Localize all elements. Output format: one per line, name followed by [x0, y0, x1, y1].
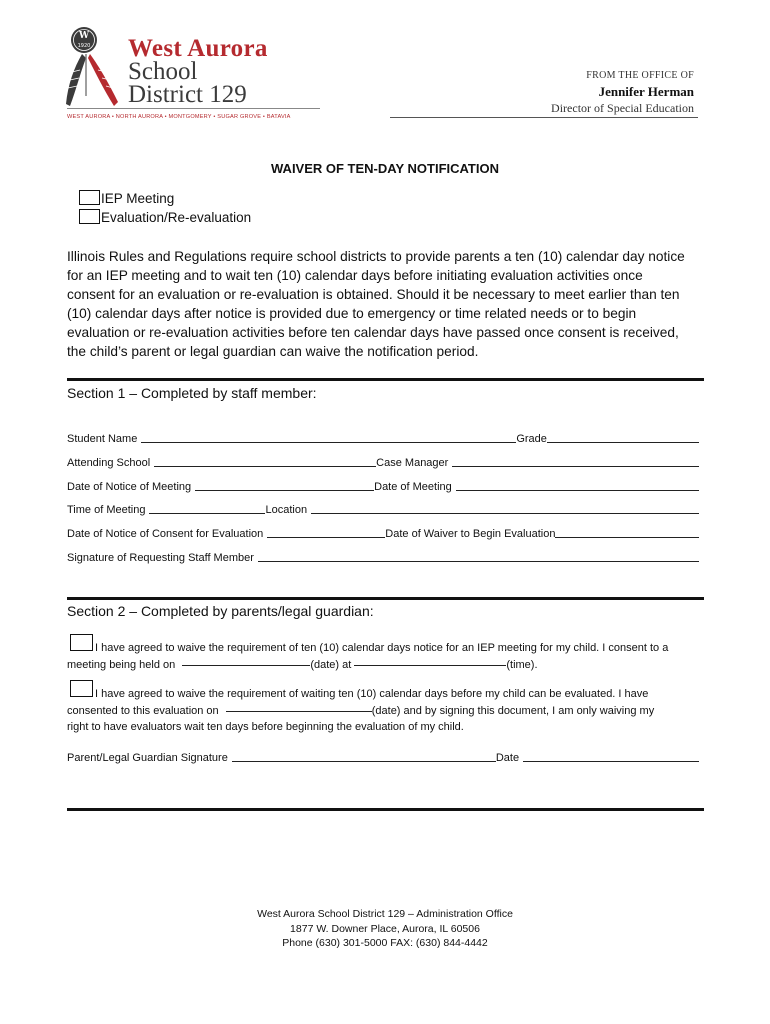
logo-line-1: West Aurora — [128, 35, 268, 62]
iep-meeting-checkbox[interactable] — [79, 190, 100, 205]
section2-top-rule — [67, 597, 704, 600]
date-notice-meeting-label: Date of Notice of Meeting — [67, 481, 192, 493]
logo-line-2: School — [128, 58, 198, 85]
date-notice-consent-label: Date of Notice of Consent for Evaluation — [67, 528, 264, 540]
meeting-date-line[interactable] — [182, 665, 310, 666]
section2-heading: Section 2 – Completed by parents/legal guardian: — [67, 603, 374, 619]
guardian-date-line[interactable] — [523, 761, 699, 762]
date-meeting-label: Date of Meeting — [374, 481, 452, 493]
guardian-signature-row — [67, 750, 699, 764]
logo-divider — [67, 108, 320, 109]
paragraph-line: evaluation or re-evaluation activities before ten calendar days have passed once consent is received, — [67, 325, 679, 341]
case-manager-label: Case Manager — [376, 457, 449, 469]
office-name: Jennifer Herman — [598, 84, 694, 99]
school-case-row — [67, 455, 699, 469]
evaluation-date-line[interactable] — [226, 711, 372, 712]
location-line[interactable] — [311, 513, 699, 514]
feather-emblem-icon — [60, 24, 130, 110]
footer-line-1: West Aurora School District 129 – Administration Office — [257, 908, 513, 920]
case-manager-line[interactable] — [452, 466, 699, 467]
office-from: FROM THE OFFICE OF — [586, 70, 694, 81]
paragraph-line: Illinois Rules and Regulations require school districts to provide parents a ten (10) calendar day notice — [67, 249, 685, 264]
iep-waiver-statement — [67, 640, 707, 673]
footer-line-3: Phone (630) 301-5000 FAX: (630) 844-4442 — [282, 937, 488, 949]
date-meeting-line[interactable] — [456, 490, 699, 491]
attending-school-line[interactable] — [154, 466, 376, 467]
evaluation-waiver-statement — [67, 686, 707, 736]
student-name-label: Student Name — [67, 433, 138, 445]
evaluation-date-label: (date) and by signing this document, I am only waiving my — [371, 704, 655, 717]
consented-label: consented to this evaluation on — [67, 704, 219, 717]
footer — [0, 907, 770, 951]
district-logo — [60, 24, 130, 110]
student-name-line[interactable] — [141, 442, 516, 443]
logo-line-3: District 129 — [128, 81, 247, 108]
grade-label: Grade — [516, 433, 547, 445]
iep-waiver-line-2 — [67, 657, 707, 674]
svg-text:W: W — [78, 31, 90, 41]
meeting-time-line[interactable] — [354, 665, 506, 666]
office-role: Director of Special Education — [551, 101, 694, 115]
date-notice-consent-line[interactable] — [267, 537, 385, 538]
logo-towns: WEST AURORA • NORTH AURORA • MONTGOMERY • SUGAR GROVE • BATAVIA — [67, 114, 291, 120]
section1-heading: Section 1 – Completed by staff member: — [67, 385, 317, 401]
paragraph-line: the child’s parent or legal guardian can waive the notification period. — [67, 344, 479, 360]
time-meeting-line[interactable] — [149, 513, 265, 514]
evaluation-waiver-line-3: right to have evaluators wait ten days before beginning the evaluation of my child. — [67, 721, 464, 733]
section2-bottom-rule — [67, 808, 704, 811]
footer-line-2: 1877 W. Downer Place, Aurora, IL 60506 — [290, 922, 480, 935]
evaluation-label: Evaluation/Re-evaluation — [101, 210, 252, 225]
paragraph-line: for an IEP meeting and to wait ten (10) calendar days before initiating evaluation activities once — [67, 268, 643, 284]
signature-staff-line[interactable] — [258, 561, 699, 562]
intro-paragraph — [67, 247, 717, 362]
student-grade-row — [67, 431, 699, 445]
section1-top-rule — [67, 378, 704, 381]
meeting-held-label: meeting being held on — [67, 658, 176, 671]
guardian-signature-line[interactable] — [232, 761, 496, 762]
meeting-date-label: (date) at — [310, 658, 352, 671]
staff-signature-row — [67, 550, 699, 564]
meeting-time-label: (time). — [506, 658, 538, 671]
form-title: WAIVER OF TEN-DAY NOTIFICATION — [271, 161, 499, 176]
date-waiver-label: Date of Waiver to Begin Evaluation — [385, 528, 556, 540]
evaluation-waiver-line-2 — [67, 703, 707, 720]
location-label: Location — [265, 504, 308, 516]
grade-line[interactable] — [547, 442, 699, 443]
office-divider — [390, 117, 698, 118]
paragraph-line: consent for an evaluation or re-evaluation is obtained. Should it be necessary to meet earlier than ten — [67, 287, 680, 303]
iep-waiver-line-1: I have agreed to waive the requirement of ten (10) calendar days notice for an IEP meeting for my child. I consent to a — [95, 642, 669, 654]
signature-staff-label: Signature of Requesting Staff Member — [67, 552, 254, 564]
evaluation-checkbox[interactable] — [79, 209, 100, 224]
evaluation-waiver-line-1: I have agreed to waive the requirement of waiting ten (10) calendar days before my child can be evaluated. I have — [95, 688, 649, 700]
date-waiver-line[interactable] — [555, 537, 699, 538]
time-meeting-label: Time of Meeting — [67, 504, 146, 516]
guardian-date-label: Date — [495, 752, 520, 764]
paragraph-line: (10) calendar days after notice is provided due to emergency or time related needs or to begin — [67, 306, 637, 322]
iep-meeting-label: IEP Meeting — [101, 191, 175, 206]
attending-school-label: Attending School — [67, 457, 151, 469]
time-location-row — [67, 502, 699, 516]
consent-waiver-row — [67, 526, 699, 540]
date-notice-meeting-line[interactable] — [195, 490, 374, 491]
guardian-signature-label: Parent/Legal Guardian Signature — [67, 752, 228, 764]
notice-meeting-row — [67, 479, 699, 493]
emblem-year: 1920 — [77, 43, 91, 49]
